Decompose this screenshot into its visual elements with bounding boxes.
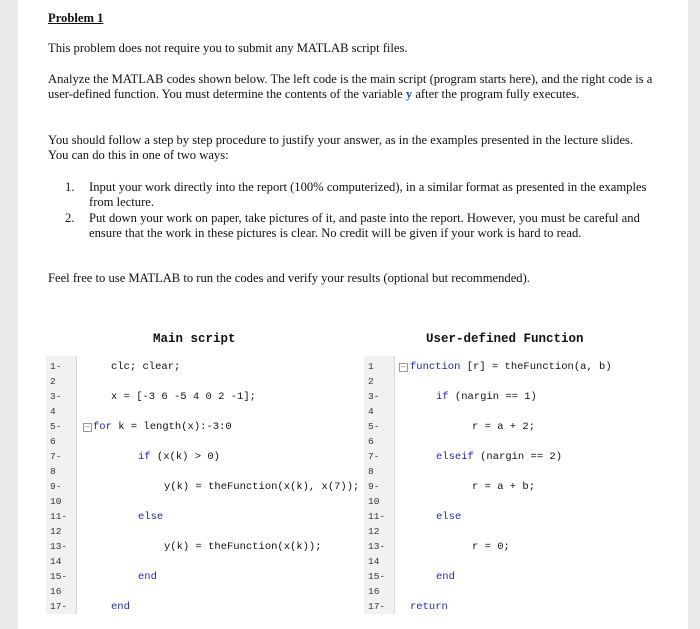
code-line-13: r = 0;	[472, 541, 510, 553]
code-line-3: x = [-3 6 -5 4 0 2 -1];	[111, 391, 256, 403]
keyword: for	[93, 421, 112, 433]
line-number: 1-	[50, 361, 62, 372]
function-heading: User-defined Function	[426, 332, 584, 346]
code-line-7: if (x(k) > 0)	[138, 451, 220, 463]
keyword: elseif	[436, 451, 474, 463]
fold-toggle-icon[interactable]: −	[400, 363, 407, 371]
line-number: 17-	[368, 601, 386, 612]
main-script-editor	[46, 356, 364, 614]
line-number: 6	[368, 436, 374, 447]
line-number: 13-	[50, 541, 68, 552]
line-number: 11-	[368, 511, 386, 522]
variable-y: y	[405, 87, 413, 101]
line-number: 5-	[368, 421, 380, 432]
code-line-15	[436, 571, 455, 583]
line-number: 17-	[50, 601, 68, 612]
code-line-13: y(k) = theFunction(x(k));	[164, 541, 322, 553]
procedure-paragraph: You should follow a step by step procedure to justify your answer, as in the examples presented in the lecture slides. You can do this in one of two ways:	[48, 133, 634, 162]
line-number: 13-	[368, 541, 386, 552]
problem-title: Problem 1	[48, 11, 104, 25]
main-script-heading: Main script	[153, 332, 236, 346]
code-line-1: clc; clear;	[111, 361, 181, 373]
line-number-gutter	[364, 356, 395, 614]
line-number: 11-	[50, 511, 68, 522]
keyword: end	[111, 601, 130, 613]
line-number: 9-	[368, 481, 380, 492]
line-number: 16	[368, 586, 380, 597]
code-line-9: r = a + b;	[472, 481, 536, 493]
line-number: 9-	[50, 481, 62, 492]
code-line-17	[410, 601, 448, 613]
line-number: 3-	[368, 391, 380, 402]
code-line-1: function [r] = theFunction(a, b)	[410, 361, 612, 373]
analyze-paragraph	[48, 72, 653, 102]
line-number: 4	[50, 406, 56, 417]
intro-paragraph: This problem does not require you to submit any MATLAB script files.	[48, 41, 408, 55]
line-number: 3-	[50, 391, 62, 402]
line-number: 1	[368, 361, 374, 372]
analyze-text-before: Analyze the MATLAB codes shown below. The left code is the main script (program starts here), and the right code is a user-defined function. You must determine the contents of the variable	[48, 72, 653, 101]
code-line-11	[138, 511, 163, 523]
option-text: Input your work directly into the report (100% computerized), in a similar format as presented in the examples from lecture.	[89, 180, 647, 209]
line-number: 14	[368, 556, 380, 567]
line-number-gutter	[46, 356, 77, 614]
option-number: 1.	[65, 180, 75, 194]
line-number: 2	[50, 376, 56, 387]
line-number: 16	[50, 586, 62, 597]
line-number: 14	[50, 556, 62, 567]
function-editor	[364, 356, 664, 614]
line-number: 7-	[368, 451, 380, 462]
line-number: 8	[50, 466, 56, 477]
code-line-5: for k = length(x):-3:0	[93, 421, 232, 433]
code-line-11	[436, 511, 461, 523]
closing-paragraph: Feel free to use MATLAB to run the codes and verify your results (optional but recommended).	[48, 271, 530, 285]
line-number: 12	[368, 526, 380, 537]
line-number: 10	[50, 496, 62, 507]
code-line-3: if (nargin == 1)	[436, 391, 537, 403]
line-number: 15-	[50, 571, 68, 582]
line-number: 8	[368, 466, 374, 477]
document-page	[18, 0, 688, 629]
keyword: end	[138, 571, 157, 583]
line-number: 12	[50, 526, 62, 537]
line-number: 4	[368, 406, 374, 417]
keyword: else	[436, 511, 462, 523]
option-number: 2.	[65, 211, 75, 225]
code-line-15	[138, 571, 157, 583]
line-number: 10	[368, 496, 380, 507]
analyze-text-after: after the program fully executes.	[412, 87, 580, 101]
code-line-9: y(k) = theFunction(x(k), x(7));	[164, 481, 360, 493]
keyword: if	[138, 451, 151, 463]
keyword: function	[410, 361, 461, 373]
keyword: end	[436, 571, 455, 583]
code-line-7: elseif (nargin == 2)	[436, 451, 563, 463]
line-number: 6	[50, 436, 56, 447]
line-number: 7-	[50, 451, 62, 462]
keyword: if	[436, 391, 449, 403]
option-text: Put down your work on paper, take pictures of it, and paste into the report. However, you must be careful and ensure that the work in these pictures is clear. No credit will be given if your work is hard to read.	[89, 211, 640, 240]
line-number: 2	[368, 376, 374, 387]
keyword: return	[410, 601, 448, 613]
fold-toggle-icon[interactable]: −	[84, 423, 91, 431]
line-number: 15-	[368, 571, 386, 582]
code-line-5: r = a + 2;	[472, 421, 536, 433]
line-number: 5-	[50, 421, 62, 432]
keyword: else	[138, 511, 164, 523]
code-line-17	[111, 601, 130, 613]
